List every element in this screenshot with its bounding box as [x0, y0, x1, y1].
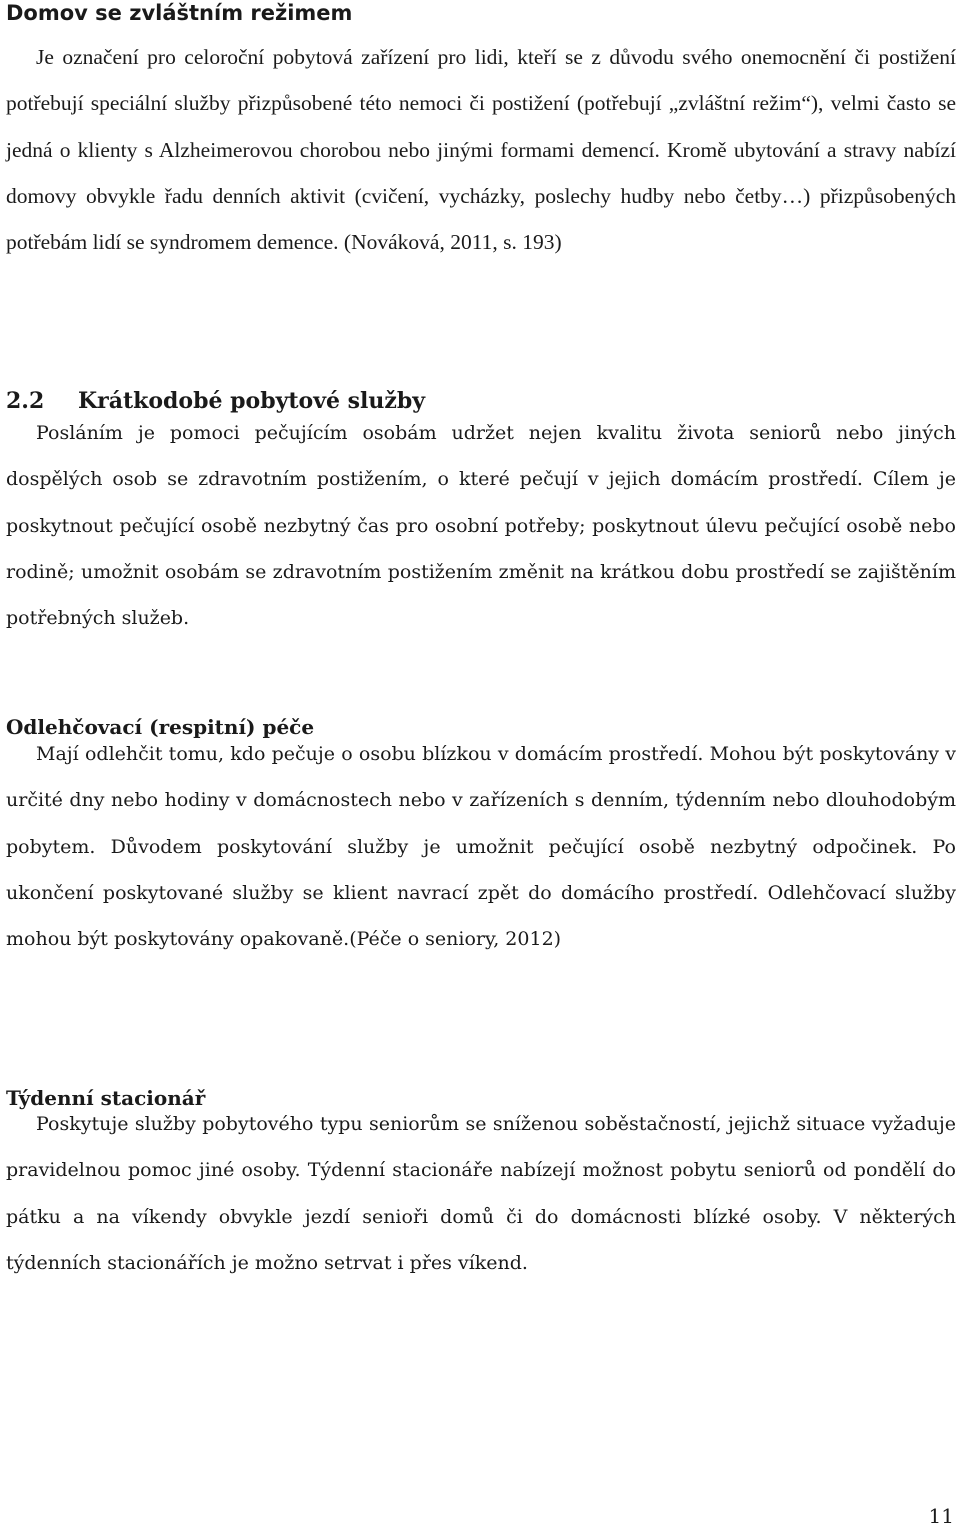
paragraph-kratkodobe-pobytove-sluzby: Posláním je pomoci pečujícím osobám udržet nejen kvalitu života seniorů nebo jiných dospělých osob se zdravotním postižením, o které pečují v jejich domácím prostředí. Cílem je poskytnout pečující osobě nezbytný čas pro osobní potřeby; poskytnout úlevu pečující osobě nebo rodině; umožnit osobám se zdravotním postižením změnit na krátkou dobu prostředí se zajištěním potřebných služeb. — [6, 422, 956, 630]
section-title: Krátkodobé pobytové služby — [78, 388, 426, 415]
paragraph-odlehcovaci-pece: Mají odlehčit tomu, kdo pečuje o osobu blízkou v domácím prostředí. Mohou být poskytovány v určité dny nebo hodiny v domácnostech nebo v zařízeních s denním, týdenním nebo dlouhodobým pobytem. Důvodem poskytování služby je umožnit pečující osobě nezbytný odpočinek. Po ukončení poskytované služby se klient navrací zpět do domácího prostředí. Odlehčovací služby mohou být poskytovány opakovaně.(Péče o seniory, 2012) — [6, 743, 956, 951]
paragraph-tydenni-stacionar: Poskytuje služby pobytového typu seniorům se sníženou soběstačností, jejichž situace vyžaduje pravidelnou pomoc jiné osoby. Týdenní stacionáře nabízejí možnost pobytu seniorů od pondělí do pátku a na víkendy obvykle jezdí senioři domů či do domácnosti blízké osoby. V některých týdenních stacionářích je možno setrvat i přes víkend. — [6, 1113, 956, 1274]
subheading-tydenni-stacionar: Týdenní stacionář — [6, 1086, 206, 1110]
section-number: 2.2 — [6, 388, 45, 415]
page-number: 11 — [928, 1504, 954, 1528]
heading-domov-se-zvlastnim-rezimem: Domov se zvláštním režimem — [6, 1, 353, 25]
paragraph-domov-se-zvlastnim-rezimem: Je označení pro celoroční pobytová zařízení pro lidi, kteří se z důvodu svého onemocnění či postižení potřebují speciální služby přizpůsobené této nemoci či postižení (potřebují „zvláštní režim“), velmi často se jedná o klienty s Alzheimerovou chorobou nebo jinými formami demencí. Kromě ubytování a stravy nabízí domovy obvykle řadu denních aktivit (cvičení, vycházky, poslechy hudby nebo četby…) přizpůsobených potřebám lidí se syndromem demence. (Nováková, 2011, s. 193) — [6, 45, 956, 255]
subheading-odlehcovaci-pece: Odlehčovací (respitní) péče — [6, 715, 315, 739]
